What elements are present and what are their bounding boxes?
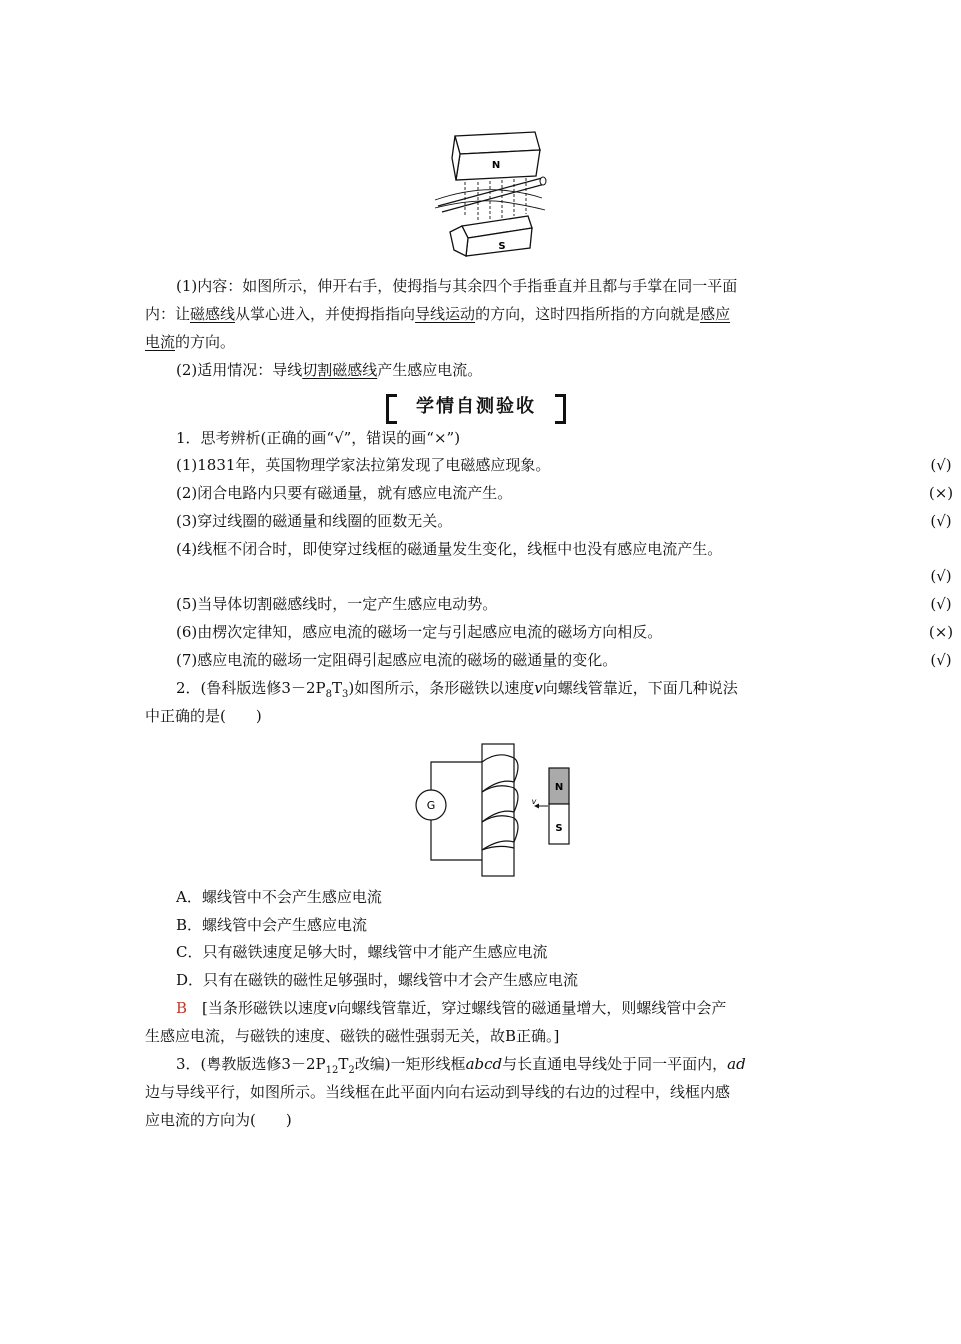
underlined-term: 导线运动 <box>415 305 476 323</box>
q2-option-a: A．螺线管中不会产生感应电流 <box>176 888 382 906</box>
text: (1)内容：如图所示，伸开右手，使拇指与其余四个手指垂直并且都与手掌在同一平面 <box>176 277 738 295</box>
judgement-mark: (√) <box>930 567 952 585</box>
section-title <box>386 392 566 422</box>
text: 与长直通电导线处于同一平面内， <box>502 1055 728 1073</box>
statement: (7)感应电流的磁场一定阻碍引起感应电流的磁场的磁通量的变化。 <box>176 651 618 669</box>
text: 的方向。 <box>175 333 236 351</box>
underlined-term: 电流 <box>145 333 176 351</box>
text: 内：让 <box>145 305 191 323</box>
underlined-term: 感应 <box>700 305 731 323</box>
rule-applicability <box>176 356 841 384</box>
magnet-north-label: N <box>554 782 564 793</box>
statement: (4)线框不闭合时，即使穿过线框的磁通量发生变化，线框中也没有感应电流产生。 <box>176 540 723 558</box>
text: [当条形磁铁以速度 <box>202 999 328 1017</box>
q3-stem-line-3: 应电流的方向为( ) <box>145 1111 292 1129</box>
variable: abcd <box>465 1055 503 1073</box>
judgement-mark: (√) <box>930 456 952 474</box>
subscript: 8 <box>325 689 332 700</box>
statement: (3)穿过线圈的磁通量和线圈的匝数无关。 <box>176 512 453 530</box>
rule-content-line-3 <box>145 328 810 356</box>
rule-content-line-2 <box>145 300 810 328</box>
north-pole-label: N <box>491 160 501 171</box>
magnet-south-label: S <box>555 823 563 834</box>
q1-intro: 1．思考辨析(正确的画“√”，错误的画“×”) <box>176 429 461 447</box>
q1-item <box>176 618 954 646</box>
q1-item <box>176 507 952 535</box>
subscript: 3 <box>341 689 349 700</box>
q2-option-d: D．只有在磁铁的磁性足够强时，螺线管中才会产生感应电流 <box>176 971 579 989</box>
galvanometer-label: G <box>426 799 436 812</box>
velocity-label: v <box>531 797 537 806</box>
text: )如图所示，条形磁铁以速度 <box>348 679 535 697</box>
judgement-mark: (×) <box>928 484 954 502</box>
left-bracket-icon <box>386 394 397 424</box>
variable: v <box>534 679 543 697</box>
q1-item <box>176 535 841 563</box>
statement: (5)当导体切割磁感线时，一定产生感应电动势。 <box>176 595 498 613</box>
q2-option-c: C．只有磁铁速度足够大时，螺线管中才能产生感应电流 <box>176 943 548 961</box>
section-title-text: 学情自测验收 <box>416 396 536 417</box>
statement: (6)由楞次定律知，感应电流的磁场一定与引起感应电流的磁场方向相反。 <box>176 623 663 641</box>
q2-option-b: B．螺线管中会产生感应电流 <box>176 916 368 934</box>
underlined-term: 切割磁感线 <box>302 361 378 379</box>
answer-letter: B <box>176 999 188 1017</box>
text: 改编)一矩形线框 <box>354 1055 466 1073</box>
text: 3．(粤教版选修3－2P <box>176 1055 326 1073</box>
subscript: 12 <box>325 1065 339 1076</box>
text: 产生感应电流。 <box>377 361 483 379</box>
text: 向螺线管靠近，穿过螺线管的磁通量增大，则螺线管中会产 <box>336 999 727 1017</box>
q2-stem-line-2: 中正确的是( ) <box>145 707 262 725</box>
solenoid-circuit-figure <box>410 738 580 880</box>
judgement-mark: (×) <box>928 623 954 641</box>
text: (2)适用情况：导线 <box>176 361 303 379</box>
text: 的方向，这时四指所指的方向就是 <box>475 305 701 323</box>
q1-item <box>176 451 952 479</box>
rule-content-line-1 <box>176 272 841 300</box>
judgement-mark: (√) <box>930 651 952 669</box>
subscript: 2 <box>348 1065 355 1076</box>
judgement-mark: (√) <box>930 512 952 530</box>
q2-answer-line-2: 生感应电流，与磁铁的速度、磁铁的磁性强弱无关，故B正确。] <box>145 1027 560 1045</box>
underlined-term: 磁感线 <box>190 305 236 323</box>
text: 从掌心进入，并使拇指指向 <box>235 305 416 323</box>
south-pole-label: S <box>498 241 506 252</box>
text: 向螺线管靠近，下面几种说法 <box>542 679 738 697</box>
q1-item <box>176 590 952 618</box>
q3-stem-line-2: 边与导线平行，如图所示。当线框在此平面内向右运动到导线的右边的过程中，线框内感 <box>145 1083 731 1101</box>
q2-answer-line-1 <box>176 994 841 1022</box>
variable: v <box>327 999 337 1017</box>
right-bracket-icon <box>555 394 566 424</box>
statement: (1)1831年，英国物理学家法拉第发现了电磁感应现象。 <box>176 456 551 474</box>
q1-item <box>176 646 952 674</box>
text: T <box>338 1055 349 1073</box>
text: T <box>331 679 342 697</box>
statement: (2)闭合电路内只要有磁通量，就有感应电流产生。 <box>176 484 513 502</box>
variable: ad <box>727 1055 746 1073</box>
judgement-mark: (√) <box>930 595 952 613</box>
magnet-conductor-figure <box>430 128 550 258</box>
text: 2．(鲁科版选修3－2P <box>176 679 326 697</box>
q1-item <box>176 479 954 507</box>
